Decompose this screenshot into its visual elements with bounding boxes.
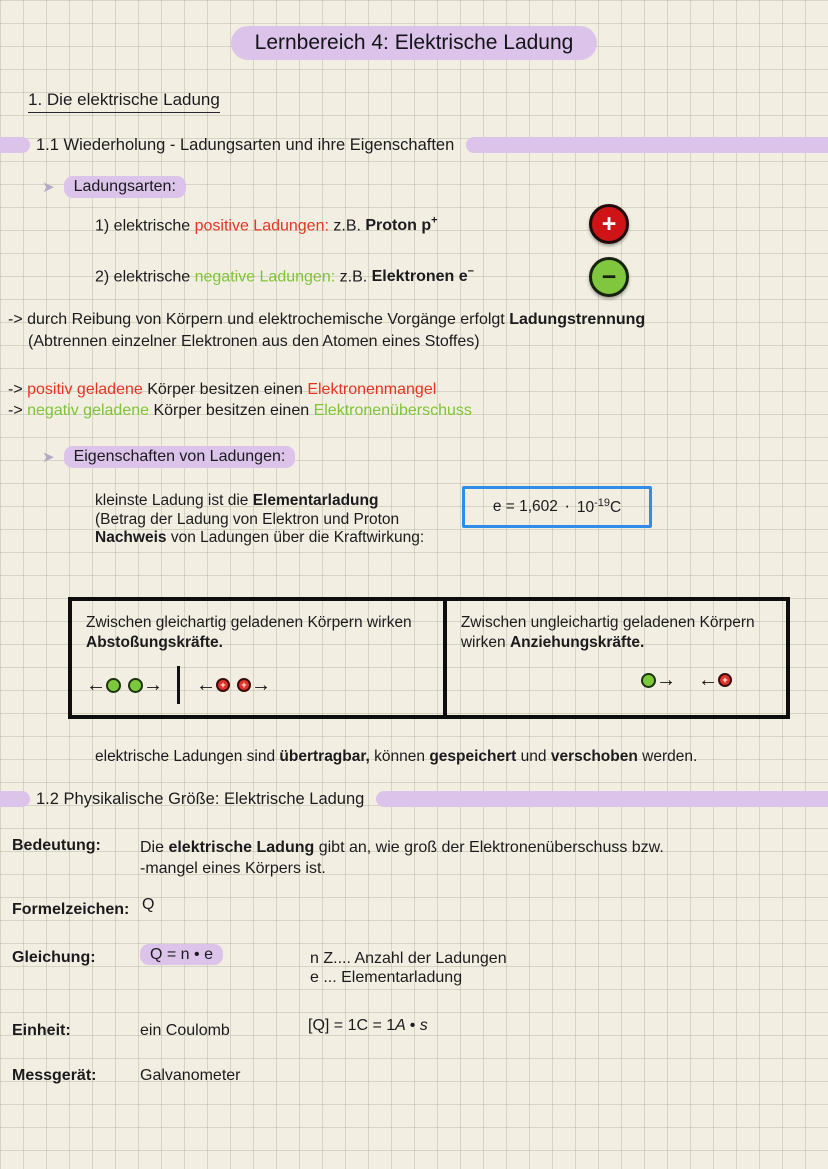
diagram-divider <box>177 666 180 704</box>
text-segment: Körper besitzen einen <box>149 401 314 419</box>
gleichung-label: Gleichung: <box>12 949 96 966</box>
elementary-charge-formula-box <box>462 486 652 528</box>
formula-segment: e = 1,602 <box>492 498 558 515</box>
text-segment: und <box>516 748 551 765</box>
charge-type-negative-line <box>95 266 474 286</box>
eigenschaften-label: Eigenschaften von Ladungen: <box>64 446 296 468</box>
text-segment: -> <box>8 401 28 419</box>
superscript-plus: + <box>431 215 438 227</box>
ladungstrennung-line-2: (Abtrennen einzelner Elektronen aus den Atomen eines Stoffes) <box>28 333 480 350</box>
bedeutung-value <box>140 837 664 879</box>
positiv-geladene-text: positiv geladene <box>27 381 143 398</box>
anziehung-text <box>461 613 772 653</box>
q-equals-ne-formula: Q = n • e <box>140 944 223 965</box>
minus-icon: − <box>601 262 617 291</box>
charge-type-positive-line <box>95 215 438 235</box>
text-segment: werden. <box>637 748 698 765</box>
text-segment: z.B. <box>335 268 372 286</box>
formula-segment <box>577 497 621 517</box>
red-charge-icon <box>237 678 251 692</box>
elementarladung-line-3 <box>95 529 424 548</box>
einheit-label: Einheit: <box>12 1022 71 1039</box>
arrow-bullet-icon: ➤ <box>42 178 55 196</box>
red-charge-icon <box>718 673 732 687</box>
abstossung-diagram <box>86 666 429 704</box>
text-segment: gibt an, wie groß der Elektronenüberschuss bzw. <box>314 839 664 856</box>
heading-1: 1. Die elektrische Ladung <box>28 90 220 113</box>
elementarladung-bold: Elementarladung <box>252 492 379 509</box>
gleichung-notes <box>310 949 507 987</box>
formula-segment: [Q] = 1C = 1 <box>308 1017 396 1034</box>
highlight-band <box>466 137 828 153</box>
arrow-bullet-icon: ➤ <box>42 448 55 466</box>
messgeraet-label: Messgerät: <box>12 1067 97 1084</box>
ladungstrennung-bold: Ladungstrennung <box>509 311 646 328</box>
messgeraet-value: Galvanometer <box>140 1067 241 1084</box>
text-segment: z.B. <box>328 217 366 235</box>
arrow-right-icon: → <box>143 674 163 696</box>
kraftwirkung-table <box>68 597 790 719</box>
green-charge-icon <box>106 678 121 693</box>
bedeutung-line-2: -mangel eines Körpers ist. <box>140 860 326 877</box>
title-row <box>0 26 828 60</box>
text-segment: Körper besitzen einen <box>142 381 308 398</box>
elektronenueberschuss-line <box>8 401 472 422</box>
green-charge-icon <box>641 673 656 688</box>
superscript-minus: − <box>467 266 475 278</box>
anziehung-cell <box>447 601 786 715</box>
heading-1-1-row <box>0 133 828 157</box>
plus-icon: + <box>601 209 617 238</box>
negative-charge-icon <box>589 257 629 297</box>
unit-coulomb: C <box>609 499 622 517</box>
exponent: -19 <box>594 496 610 509</box>
text-segment: -> durch Reibung von Körpern und elektrochemische Vorgänge erfolgt <box>8 311 510 328</box>
abstossung-text <box>86 613 429 653</box>
anziehungskraefte-bold: Anziehungskräfte. <box>509 634 645 651</box>
arrow-left-icon: ← <box>86 674 106 696</box>
text-segment: -> <box>8 381 28 398</box>
mangel-ueberschuss-paragraph <box>8 380 472 421</box>
text-segment: Proton p <box>365 217 432 235</box>
text-segment: elektrische Ladungen sind <box>95 748 280 765</box>
highlight-band <box>376 791 828 807</box>
highlight-stub <box>0 137 30 153</box>
text-segment: Elektronen e <box>371 268 468 286</box>
proton-text <box>365 217 437 234</box>
eigenschaften-row <box>42 446 295 468</box>
elementarladung-paragraph <box>95 492 424 548</box>
formelzeichen-value: Q <box>142 896 155 913</box>
elementarladung-line-1 <box>95 492 424 511</box>
text-segment: 2) elektrische <box>95 268 195 286</box>
text-segment: können <box>369 748 430 765</box>
text-segment: Die <box>140 839 169 856</box>
elektronen-text <box>372 268 474 285</box>
abstossung-cell <box>72 601 447 715</box>
red-charge-icon <box>216 678 230 692</box>
multiplication-dot: ⋅ <box>564 498 570 516</box>
green-charge-icon <box>128 678 143 693</box>
gleichung-note-e: e ... Elementarladung <box>310 969 463 986</box>
text-segment: von Ladungen über die Kraftwirkung: <box>166 529 425 546</box>
highlight-stub <box>0 791 30 807</box>
page-title: Lernbereich 4: Elektrische Ladung <box>231 26 598 60</box>
formelzeichen-label: Formelzeichen: <box>12 901 130 918</box>
negativ-geladene-text: negativ geladene <box>27 401 150 419</box>
arrow-right-icon: → <box>251 674 271 696</box>
ladungstrennung-paragraph <box>8 309 645 353</box>
bedeutung-label: Bedeutung: <box>12 837 101 854</box>
arrow-left-icon: ← <box>196 674 216 696</box>
elektronenmangel-text: Elektronenmangel <box>307 381 437 398</box>
base-10: 10 <box>576 499 595 517</box>
text-segment: Zwischen ungleichartig geladenen Körpern wirken <box>460 614 755 651</box>
gespeichert-bold: gespeichert <box>429 748 517 765</box>
formula-unit-italic: A • s <box>395 1017 428 1034</box>
elektronenueberschuss-text: Elektronenüberschuss <box>313 401 472 419</box>
arrow-right-icon: → <box>656 669 676 691</box>
negative-ladungen-text: negative Ladungen: <box>194 268 336 286</box>
elementarladung-line-2: (Betrag der Ladung von Elektron und Proton <box>95 510 400 528</box>
nachweis-bold: Nachweis <box>95 529 167 546</box>
gleichung-formula <box>140 946 223 964</box>
text-segment: kleinste Ladung ist die <box>95 492 253 509</box>
abstossungskraefte-bold: Abstoßungskräfte. <box>86 634 223 651</box>
uebertragbar-line <box>95 748 697 766</box>
ladungsarten-label: Ladungsarten: <box>64 176 186 198</box>
heading-1-1: 1.1 Wiederholung - Ladungsarten und ihre Eigenschaften <box>36 135 455 154</box>
ladungsarten-row <box>42 176 186 198</box>
bedeutung-line-1 <box>140 837 664 858</box>
plus-icon: + <box>241 679 247 690</box>
einheit-formula <box>308 1017 428 1035</box>
gleichung-note-n: n Z.... Anzahl der Ladungen <box>310 950 507 967</box>
positive-charge-icon <box>589 204 629 244</box>
arrow-left-icon: ← <box>698 669 718 691</box>
elektronenmangel-line <box>8 380 472 401</box>
heading-1-2-row <box>0 787 828 811</box>
uebertragbar-bold: übertragbar, <box>279 748 370 765</box>
anziehung-diagram <box>461 670 772 690</box>
positive-ladungen-text: positive Ladungen: <box>194 217 329 235</box>
einheit-value: ein Coulomb <box>140 1022 230 1039</box>
ladungstrennung-line-1 <box>8 309 645 331</box>
text-segment: Zwischen gleichartig geladenen Körpern wirken <box>86 614 412 631</box>
plus-icon: + <box>220 679 226 690</box>
heading-1-2: 1.2 Physikalische Größe: Elektrische Ladung <box>36 789 365 808</box>
elektrische-ladung-bold: elektrische Ladung <box>168 839 315 856</box>
verschoben-bold: verschoben <box>550 748 638 765</box>
plus-icon: + <box>722 674 728 685</box>
text-segment: 1) elektrische <box>95 217 195 235</box>
